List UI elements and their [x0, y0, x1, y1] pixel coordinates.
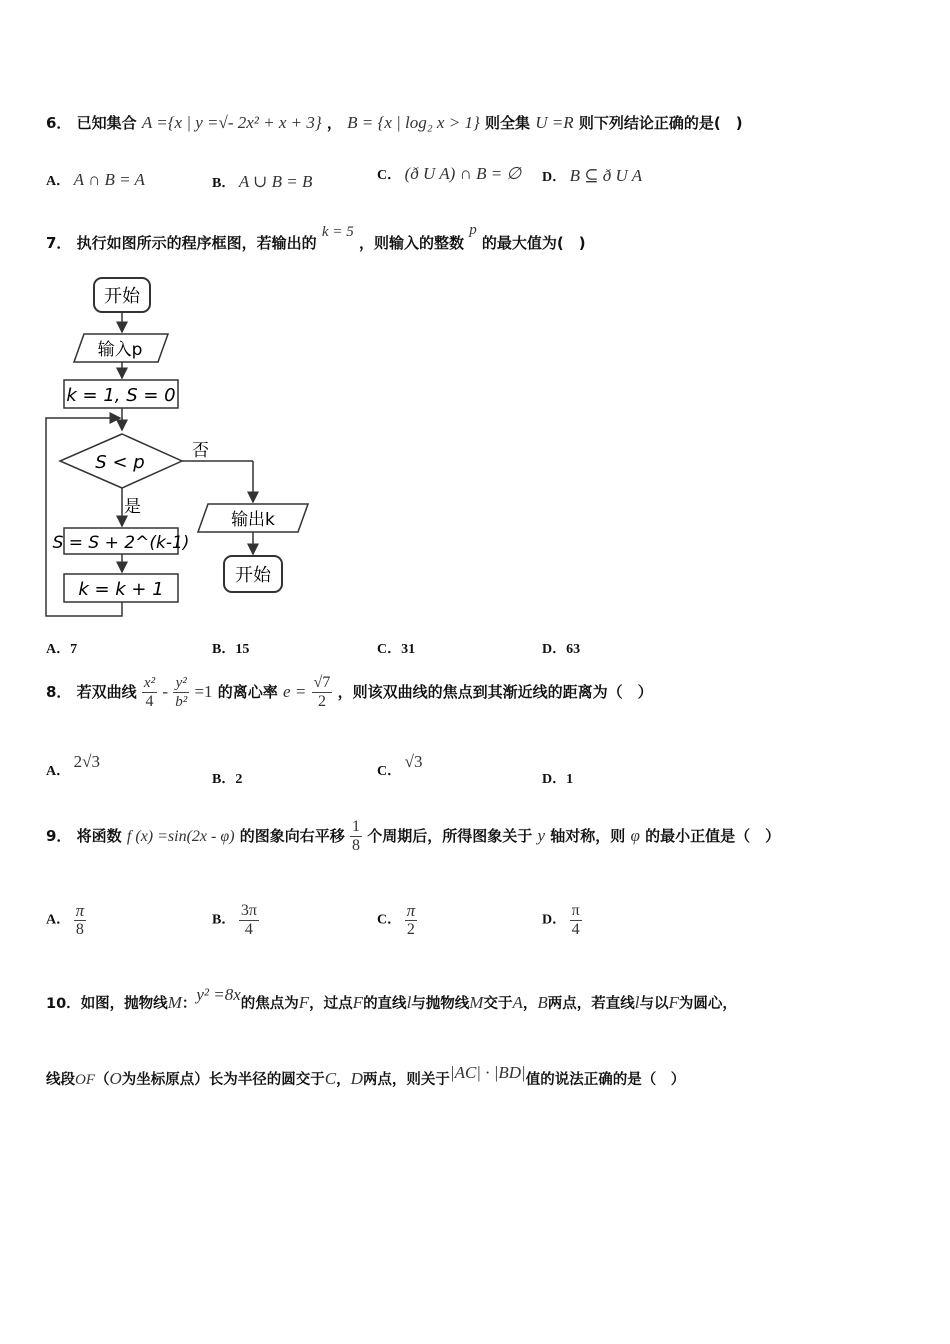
yes-label: 是	[124, 497, 141, 517]
option-fraction	[570, 902, 582, 939]
option-formula: B ⊆ ð U A	[569, 166, 643, 185]
update-k-label: k = k + 1	[78, 579, 164, 600]
option-formula: A ∩ B = A	[73, 170, 145, 189]
q8-option-c	[377, 752, 423, 780]
question-text: 与以	[639, 996, 669, 1012]
option-value: 2√3	[73, 752, 100, 771]
fraction-denominator: 2	[317, 693, 326, 710]
option-label: D．	[542, 912, 567, 928]
question-number: 6．	[46, 114, 72, 132]
fraction-numerator: π	[571, 902, 580, 919]
question-number: 10．	[46, 996, 81, 1012]
option-label: B．	[212, 176, 236, 191]
fraction-numerator: y²	[173, 674, 189, 693]
fraction-denominator: 4	[244, 921, 253, 938]
math-var: C	[324, 1069, 337, 1088]
q6-option-a	[46, 170, 145, 190]
q7-option-a	[46, 638, 77, 658]
question-text: 交于	[483, 996, 513, 1012]
y-fraction	[173, 674, 189, 711]
fraction-numerator: x²	[143, 675, 156, 691]
phi-variable: φ	[630, 826, 640, 845]
q7-option-c	[377, 638, 415, 658]
option-label: A．	[46, 912, 71, 928]
option-value: 2	[235, 772, 243, 787]
option-label: D．	[542, 642, 567, 657]
option-label: C．	[377, 912, 402, 928]
option-value: 63	[566, 642, 581, 657]
end-label: 开始	[235, 565, 271, 586]
q9-option-d	[542, 902, 582, 939]
option-label: B．	[212, 772, 236, 787]
option-value: 1	[566, 772, 574, 787]
k-value: k = 5	[321, 224, 354, 240]
function-formula: f (x) =sin(2x - φ)	[126, 828, 235, 845]
math-var: F	[298, 993, 310, 1012]
math-var: l	[406, 993, 412, 1012]
question-text: ，过点	[309, 996, 353, 1012]
math-var: M	[167, 993, 182, 1012]
p-variable: p	[469, 222, 477, 238]
init-label: k = 1, S = 0	[66, 385, 176, 406]
question-text: 的最大值为( )	[481, 234, 586, 252]
question-text: 轴对称，则	[550, 827, 626, 845]
fraction-denominator: 8	[352, 837, 361, 854]
y-variable: y	[537, 826, 546, 845]
math-var: l	[634, 993, 640, 1012]
fraction-numerator: 1	[352, 818, 361, 835]
option-label: A．	[46, 764, 71, 779]
q6-option-c	[377, 164, 521, 184]
option-fraction	[239, 902, 259, 939]
option-value: √3	[404, 752, 423, 771]
fraction-denominator: 8	[75, 921, 84, 938]
question-text: 为圆心，	[678, 996, 737, 1012]
math-var: OF	[75, 1072, 95, 1088]
q6-option-b	[212, 172, 312, 192]
math-var: F	[352, 993, 364, 1012]
option-fraction	[74, 902, 87, 939]
question-text: 则全集	[484, 114, 530, 132]
option-value: 31	[401, 642, 416, 657]
shift-fraction	[350, 818, 362, 855]
fraction-denominator: 2	[406, 921, 415, 938]
flowchart	[40, 272, 320, 624]
question-text: 已知集合	[76, 114, 137, 132]
q6-option-d	[542, 166, 642, 186]
start-label: 开始	[104, 286, 140, 307]
question-text: 将函数	[76, 827, 122, 845]
question-text: 执行如图所示的程序框图，若输出的	[76, 234, 317, 252]
set-b-formula: B = {x | log₂ x > 1}	[347, 113, 480, 132]
q8-option-a	[46, 752, 100, 780]
question-text: 的最小正值是（ ）	[645, 827, 781, 845]
question-9	[46, 818, 780, 855]
fraction-numerator: 3π	[240, 902, 257, 919]
q9-option-c	[377, 902, 417, 939]
question-text: 两点，则关于	[362, 1072, 450, 1088]
question-text: 与抛物线	[411, 996, 470, 1012]
question-text: （	[95, 1072, 110, 1088]
option-fraction	[405, 902, 418, 939]
question-6	[46, 112, 743, 133]
option-label: A．	[46, 174, 71, 189]
question-text: ，则输入的整数	[358, 234, 464, 252]
option-formula: (ð U A) ∩ B = ∅	[404, 164, 522, 183]
question-number: 7．	[46, 234, 72, 252]
fraction-numerator: √7	[313, 674, 331, 691]
question-10-line-2	[46, 1063, 686, 1089]
question-text: 线段	[46, 1072, 75, 1088]
eccentricity-lhs: e =	[283, 682, 307, 701]
math-var: F	[668, 993, 679, 1012]
option-value: 15	[235, 642, 250, 657]
option-formula: A ∪ B = B	[238, 172, 313, 191]
q9-option-a	[46, 902, 86, 939]
question-text: 为坐标原点）长为半径的圆交于	[121, 1072, 325, 1088]
output-label: 输出k	[231, 510, 275, 530]
option-value: 7	[70, 642, 78, 657]
math-var: O	[109, 1069, 122, 1088]
question-text: 若双曲线	[76, 683, 137, 701]
q8-option-d	[542, 768, 573, 788]
question-text: ，	[522, 996, 538, 1012]
equation-rhs: =1	[194, 682, 213, 701]
input-label: 输入p	[97, 340, 143, 360]
q7-option-d	[542, 638, 580, 658]
question-10-line-1	[46, 985, 737, 1013]
question-text: 如图，抛物线	[80, 996, 168, 1012]
no-label: 否	[192, 441, 209, 461]
update-s-label: S = S + 2^(k-1)	[52, 533, 190, 553]
question-text: 的离心率	[217, 683, 278, 701]
eccentricity-fraction	[312, 674, 333, 711]
punct: ，	[326, 114, 342, 132]
question-text: ，	[336, 1072, 351, 1088]
universe-formula: U =R	[535, 113, 574, 132]
parabola-formula: y² =8x	[196, 985, 241, 1004]
math-var: A	[512, 993, 523, 1012]
q9-option-b	[212, 902, 259, 939]
fraction-numerator: π	[406, 901, 416, 920]
fraction-denominator: 4	[145, 693, 154, 710]
q7-option-b	[212, 638, 249, 658]
question-text: 则下列结论正确的是( )	[578, 114, 743, 132]
question-text: 的直线	[363, 996, 407, 1012]
question-text: 个周期后，所得图象关于	[367, 827, 533, 845]
question-text: 值的说法正确的是（ ）	[525, 1072, 686, 1088]
option-label: B．	[212, 912, 236, 928]
fraction-numerator: π	[75, 901, 85, 920]
minus-sign: -	[162, 682, 168, 701]
product-formula: |AC| · |BD|	[449, 1063, 526, 1082]
question-number: 8．	[46, 683, 72, 701]
option-label: C．	[377, 764, 402, 779]
option-label: C．	[377, 168, 402, 183]
math-var: D	[350, 1069, 363, 1088]
q8-option-b	[212, 768, 242, 788]
fraction-denominator: 4	[571, 921, 580, 938]
question-text: 的焦点为	[240, 996, 299, 1012]
option-label: D．	[542, 170, 567, 185]
fraction-denominator: b²	[175, 694, 188, 710]
option-label: A．	[46, 642, 71, 657]
question-number: 9．	[46, 827, 72, 845]
question-8	[46, 674, 653, 711]
question-7	[46, 222, 586, 253]
question-text: ：	[181, 996, 197, 1012]
math-var: B	[537, 993, 548, 1012]
question-text: ，则该双曲线的焦点到其渐近线的距离为（ ）	[337, 683, 653, 701]
question-text: 的图象向右平移	[239, 827, 345, 845]
option-label: D．	[542, 772, 567, 787]
x-fraction	[142, 674, 157, 711]
set-a-formula: A ={x | y =√- 2x² + x + 3}	[141, 113, 322, 132]
option-label: B．	[212, 642, 236, 657]
decision-label: S < p	[95, 452, 145, 473]
question-text: 两点，若直线	[547, 996, 635, 1012]
math-var: M	[469, 993, 484, 1012]
option-label: C．	[377, 642, 402, 657]
